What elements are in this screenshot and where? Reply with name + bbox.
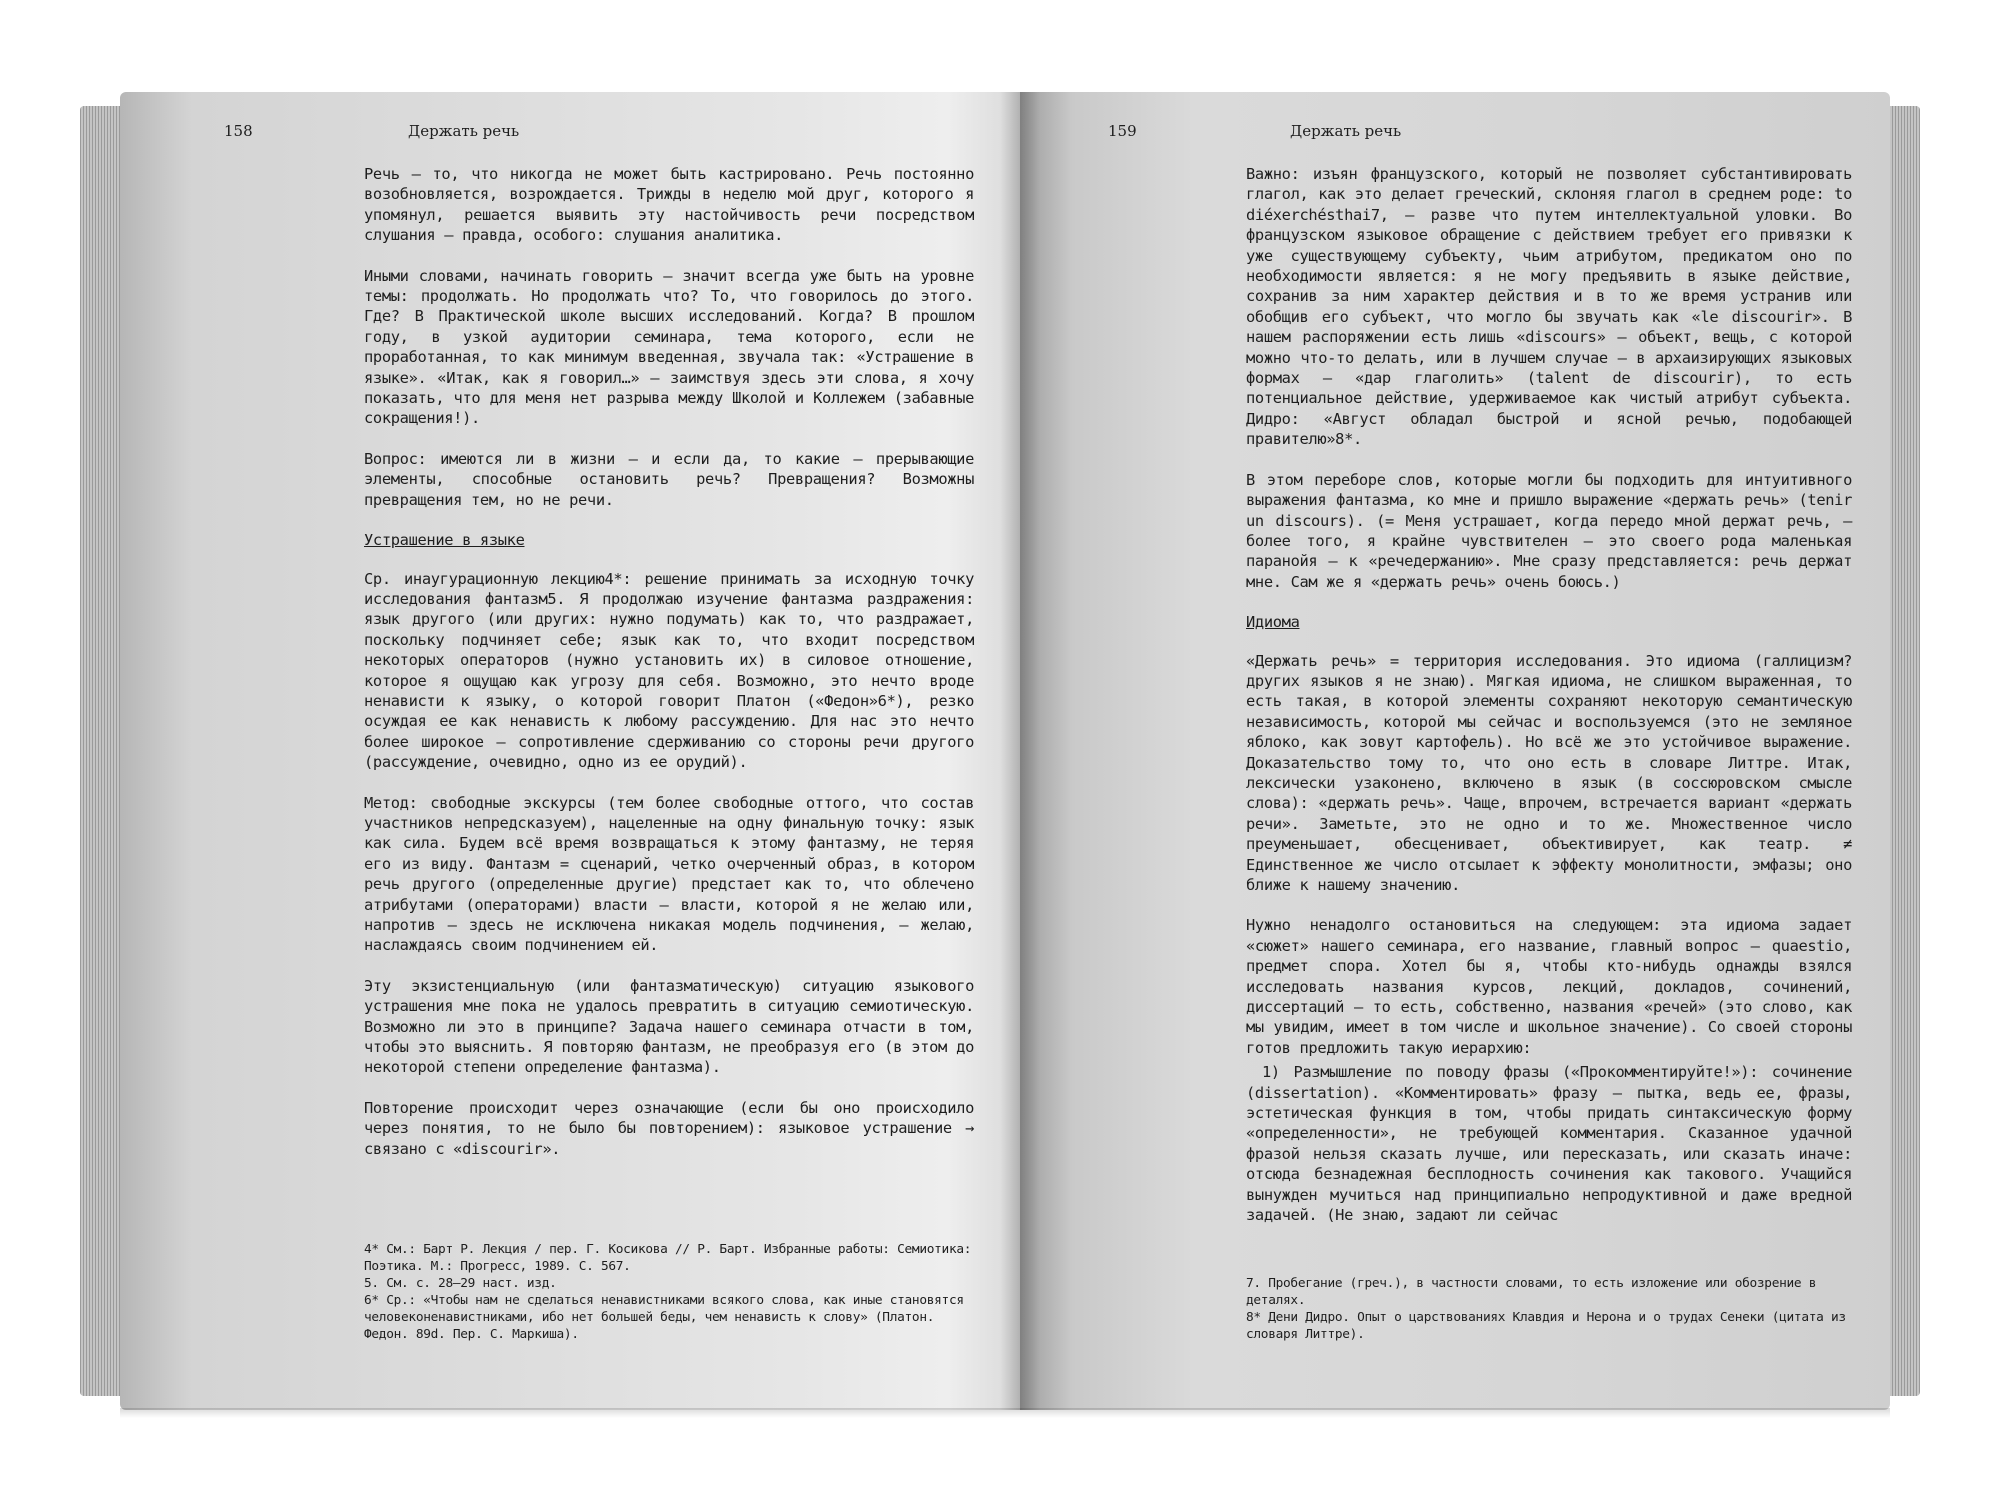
book-shadow [120, 1408, 1890, 1418]
paragraph: Иными словами, начинать говорить – значит всегда уже быть на уровне темы: продолжать. Но продолжать что? То, что говорилось до этого. Где? В Практической школе высших исследований. Когда? В прошлом году, в узкой аудитории семинара, тема которого, если не проработанная, то как минимум введенная, звучала так: «Устрашение в языке». «Итак, как я говорил…» – заимствуя здесь эти слова, я хочу показать, что для меня нет разрыва между Школой и Коллежем (забавные сокращения!). [364, 266, 974, 428]
open-book [80, 92, 1920, 1412]
footnotes [1246, 1275, 1856, 1343]
footnote: 5. См. с. 28–29 наст. изд. [364, 1276, 557, 1291]
body-text [364, 164, 974, 1179]
paragraph: В этом переборе слов, которые могли бы подходить для интуитивного выражения фантазма, ко мне и пришло выражение «держать речь» (tenir un discours). (= Меня устрашает, когда передо мной держат речь, – более того, я крайне чувствителен – это своего рода маленькая паранойя – к «речедержанию». Мне сразу представляется: речь держат мне. Сам же я «держать речь» очень боюсь.) [1246, 470, 1852, 591]
footnote: 6* Ср.: «Чтобы нам не сделаться ненавистниками всякого слова, как иные становятся человеконенавистниками, ибо нет большей беды, чем ненависть к слову» (Платон. Федон. 89d. Пер. С. Маркиша). [364, 1293, 964, 1342]
page-number: 158 [224, 122, 253, 140]
section-heading: Устрашение в языке [364, 531, 525, 550]
paragraph: Повторение происходит через означающие (если бы оно происходило через понятия, то не было бы повторением): языковое устрашение → связано с «discourir». [364, 1098, 974, 1158]
right-page [1020, 92, 1890, 1410]
left-page [120, 92, 1020, 1410]
page-number: 159 [1108, 122, 1137, 140]
body-text [1246, 164, 1852, 1226]
list-item: 1) Размышление по поводу фразы («Прокомментируйте!»): сочинение (dissertation). «Комментировать» фразу – пытка, ведь ее, фразы, эстетическая функция в том, чтобы придать синтаксическую форму «определенности», не требующей комментария. Сказанное удачной фразой нельзя сказать лучше, или пересказать, или сказать иначе: отсюда безнадежная бесплодность сочинения как такового. Учащийся вынужден мучиться над принципиально непродуктивной и даже вредной задачей. (Не знаю, задают ли сейчас [1246, 1063, 1852, 1225]
footnote: 8* Дени Дидро. Опыт о царствованиях Клавдия и Нерона и о трудах Сенеки (цитата из словаря Литтре). [1246, 1310, 1846, 1342]
paragraph: Эту экзистенциальную (или фантазматическую) ситуацию языкового устрашения мне пока не удалось превратить в ситуацию семиотическую. Возможно ли это в принципе? Задача нашего семинара отчасти в том, чтобы это выяснить. Я повторяю фантазм, не преобразуя его (в этом до некоторой степени определение фантазма). [364, 976, 974, 1077]
footnote: 7. Пробегание (греч.), в частности словами, то есть изложение или обозрение в деталях. [1246, 1276, 1817, 1308]
paragraph: Речь – то, что никогда не может быть кастрировано. Речь постоянно возобновляется, возрождается. Трижды в неделю мой друг, которого я упомянул, решается выявить эту настойчивость речи посредством слушания – правда, особого: слушания аналитика. [364, 165, 974, 245]
paragraph: Ср. инаугурационную лекцию4*: решение принимать за исходную точку исследования фантазм5. Я продолжаю изучение фантазма раздражения: язык другого (или других: нужно подумать) как то, что раздражает, поскольку подчиняет себе; язык как то, что входит посредством некоторых операторов (нужно установить их) в силовое отношение, которое я ощущаю как угрозу для себя. Возможно, это нечто вроде ненависти к языку, о которой говорит Платон («Федон»6*), резко осуждая ее как ненависть к любому рассуждению. Для нас это нечто более широкое – сопротивление сдерживанию со стороны речи другого (рассуждение, очевидно, одно из ее орудий). [364, 569, 974, 772]
running-title: Держать речь [408, 122, 520, 140]
section-heading: Идиома [1246, 613, 1300, 632]
book-gutter [1000, 92, 1040, 1410]
paragraph: Вопрос: имеются ли в жизни – и если да, то какие – прерывающие элементы, способные остановить речь? Превращения? Возможны превращения тем, но не речи. [364, 449, 974, 509]
footnotes [364, 1241, 984, 1343]
paragraph: Нужно ненадолго остановиться на следующем: эта идиома задает «сюжет» нашего семинара, его название, главный вопрос – quaestio, предмет спора. Хотел бы я, чтобы кто-нибудь однажды взялся исследовать названия курсов, лекций, докладов, сочинений, диссертаций – то есть, собственно, названия «речей» (это слово, как мы увидим, имеет в том числе и школьное значение). Со своей стороны готов предложить такую иерархию: [1246, 916, 1852, 1057]
footnote: 4* См.: Барт Р. Лекция / пер. Г. Косикова // Р. Барт. Избранные работы: Семиотика: Поэтика. М.: Прогресс, 1989. С. 567. [364, 1242, 972, 1274]
paragraph: Важно: изъян французского, который не позволяет субстантивировать глагол, как это делает греческий, склоняя глагол в среднем роде: to diéxerchésthai7, – разве что путем интеллектуальной уловки. Во французском языковое обращение с действием требует его привязки к уже существующему субъекту, чьим атрибутом, предикатом оно по необходимости является: я не могу предъявить в языке действие, сохранив за ним характер действия и в то же время устранив или обобщив его субъект, что могло бы звучать как «le discourir». В нашем распоряжении есть лишь «discours» – объект, вещь, с которой можно что-то делать, или в лучшем случае – в архаизирующих языковых формах – «дар глаголить» (talent de discourir), то есть потенциальное действие, удерживаемое как чистый атрибут субъекта. Дидро: «Август обладал быстрой и ясной речью, подобающей правителю»8*. [1246, 165, 1852, 449]
running-title: Держать речь [1290, 122, 1402, 140]
paragraph: «Держать речь» = территория исследования. Это идиома (галлицизм? других языков я не знаю). Мягкая идиома, не слишком выраженная, то есть такая, в которой элементы сохраняют некоторую семантическую независимость, которой мы сейчас и воспользуемся (это не земляное яблоко, как зовут картофель). Но всё же это устойчивое выражение. Доказательство тому то, что оно есть в словаре Литтре. Итак, лексически узаконено, включено в язык (в соссюровском смысле слова): «держать речь». Чаще, впрочем, встречается вариант «держать речи». Заметьте, это не одно и то же. Множественное число преуменьшает, обесценивает, объективирует, как театр. ≠ Единственное же число отсылает к эффекту монолитности, эмфазы; оно ближе к нашему значению. [1246, 651, 1852, 894]
paragraph: Метод: свободные экскурсы (тем более свободные оттого, что состав участников непредсказуем), нацеленные на одну финальную точку: язык как сила. Будем всё время возвращаться к этому фантазму, не теряя его из виду. Фантазм = сценарий, четко очерченный образ, в котором речь другого (определенные другие) предстает как то, что облечено атрибутами (операторами) власти – власти, которой я не желаю или, напротив – здесь не исключена никакая модель подчинения, – желаю, наслаждаясь своим подчинением ей. [364, 793, 974, 955]
